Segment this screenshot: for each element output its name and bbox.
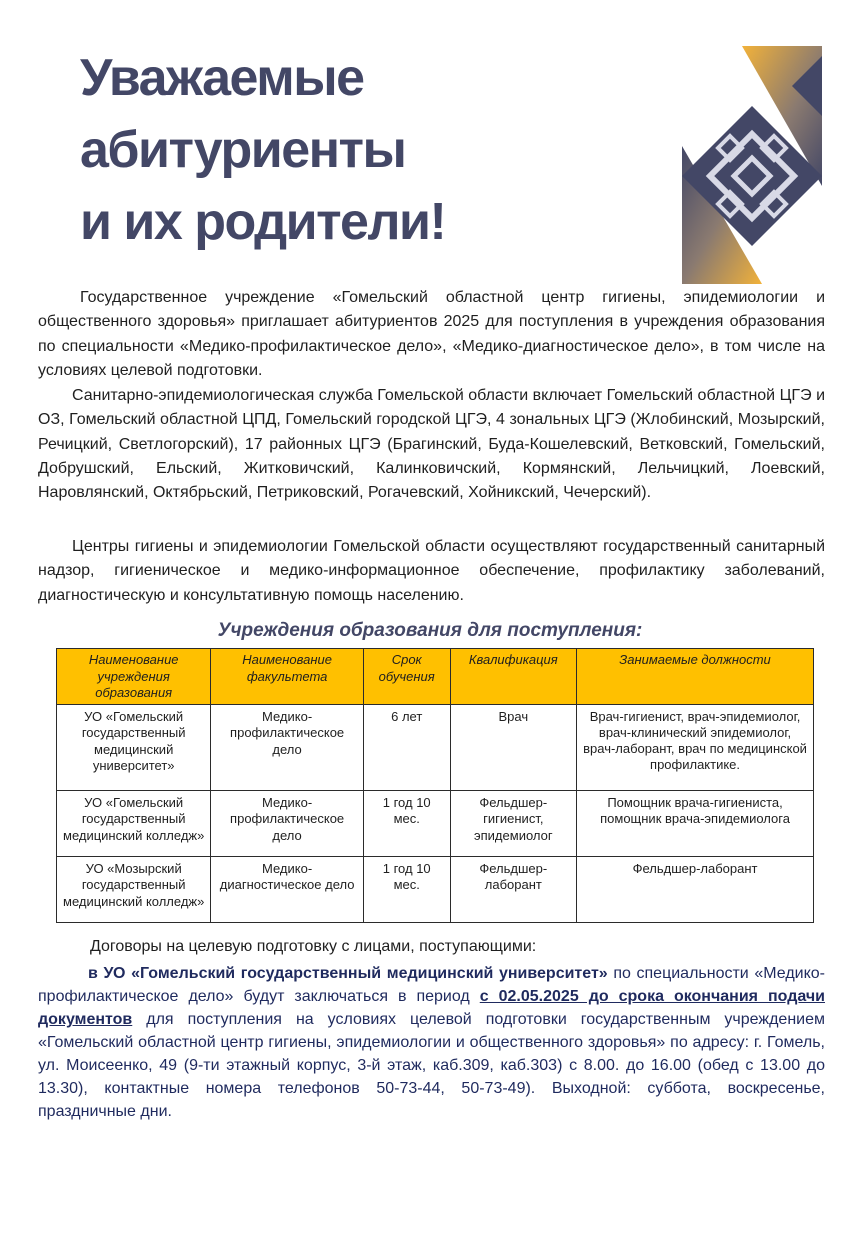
table-header-row bbox=[57, 649, 814, 705]
table-title: Учреждения образования для поступления: bbox=[217, 620, 643, 641]
header-qualification: Квалификация bbox=[450, 649, 577, 705]
intro-paragraph-3: Центры гигиены и эпидемиологии Гомельской области осуществляют государственный санитарный надзор, гигиеническое и медико-информационное обеспечение, профилактику заболеваний, диагностическую и консультативную помощь населению. bbox=[38, 538, 825, 604]
intro-paragraph-2: Санитарно-эпидемиологическая служба Гомельской области включает Гомельский областной ЦГЭ и ОЗ, Гомельский областной ЦПД, Гомельский городской ЦГЭ, 4 зональных ЦГЭ (Жлобинский, Мозырский, Речицкий, Светлогорский), 17 районных ЦГЭ (Брагинский, Буда-Кошелевский, Ветковский, Гомельский, Добрушский, Ельский, Житковичский, Калинковичский, Кормянский, Лельчицкий, Лоевский, Наровлянский, Октябрьский, Петриковский, Рогачевский, Хойникский, Чечерский). bbox=[38, 387, 825, 502]
table-row bbox=[57, 704, 814, 790]
title-line-2: абитуриенты bbox=[80, 121, 406, 179]
ornament-logo bbox=[682, 46, 822, 284]
cell-qualification: Фельдшер-гигиенист, эпидемиолог bbox=[450, 790, 577, 856]
cell-faculty: Медико-профилактическое дело bbox=[211, 704, 364, 790]
header-institution: Наименование учреждения образования bbox=[57, 649, 211, 705]
title-line-3: и их родители! bbox=[80, 193, 446, 251]
contracts-text-b: для поступления на условиях целевой подготовки государственным учреждением «Гомельский областной центр гигиены, эпидемиологии и общественного здоровья» по адресу: г. Гомель, ул. Моисеенко, 49 (9-ти этажный корпус, 3-й этаж, каб.309, каб.303) с 8.00. до 16.00 (обед с 13.00 до 13.30), контактные номера телефонов 50-73-44, 50-73-49). Выходной: суббота, воскресенье, праздничные дни. bbox=[38, 1011, 825, 1120]
contracts-paragraph bbox=[38, 962, 825, 1123]
cell-duration: 6 лет bbox=[363, 704, 450, 790]
title-line-1: Уважаемые bbox=[80, 49, 364, 107]
cell-faculty: Медико-профилактическое дело bbox=[211, 790, 364, 856]
cell-positions: Помощник врача-гигиениста, помощник врача-эпидемиолога bbox=[577, 790, 814, 856]
table-row bbox=[57, 856, 814, 922]
page-title bbox=[80, 42, 445, 258]
cell-duration: 1 год 10 мес. bbox=[363, 790, 450, 856]
cell-qualification: Фельдшер-лаборант bbox=[450, 856, 577, 922]
header-positions: Занимаемые должности bbox=[577, 649, 814, 705]
cell-qualification: Врач bbox=[450, 704, 577, 790]
cell-institution: УО «Мозырский государственный медицинский колледж» bbox=[57, 856, 211, 922]
intro-paragraph-1: Государственное учреждение «Гомельский областной центр гигиены, эпидемиологии и общественного здоровья» приглашает абитуриентов 2025 для поступления в учреждения образования по специальности «Медико-профилактическое дело», «Медико-диагностическое дело», в том числе на условиях целевой подготовки. bbox=[38, 289, 825, 379]
university-name: в УО «Гомельский государственный медицинский университет» bbox=[88, 965, 608, 982]
contracts-period: с 02.05.2025 до срока окончания подачи документов bbox=[38, 988, 825, 1028]
cell-positions: Врач-гигиенист, врач-эпидемиолог, врач-клинический эпидемиолог, врач-лаборант, врач по медицинской профилактике. bbox=[577, 704, 814, 790]
header-duration: Срок обучения bbox=[363, 649, 450, 705]
cell-positions: Фельдшер-лаборант bbox=[577, 856, 814, 922]
institutions-table bbox=[56, 648, 814, 923]
cell-duration: 1 год 10 мес. bbox=[363, 856, 450, 922]
header-faculty: Наименование факультета bbox=[211, 649, 364, 705]
contracts-intro: Договоры на целевую подготовку с лицами, поступающими: bbox=[90, 938, 537, 955]
cell-institution: УО «Гомельский государственный медицинский колледж» bbox=[57, 790, 211, 856]
table-row bbox=[57, 790, 814, 856]
cell-institution: УО «Гомельский государственный медицинский университет» bbox=[57, 704, 211, 790]
cell-faculty: Медико-диагностическое дело bbox=[211, 856, 364, 922]
contracts-text-a: по специальности «Медико-профилактическое дело» будут заключаться в период bbox=[38, 965, 826, 1005]
